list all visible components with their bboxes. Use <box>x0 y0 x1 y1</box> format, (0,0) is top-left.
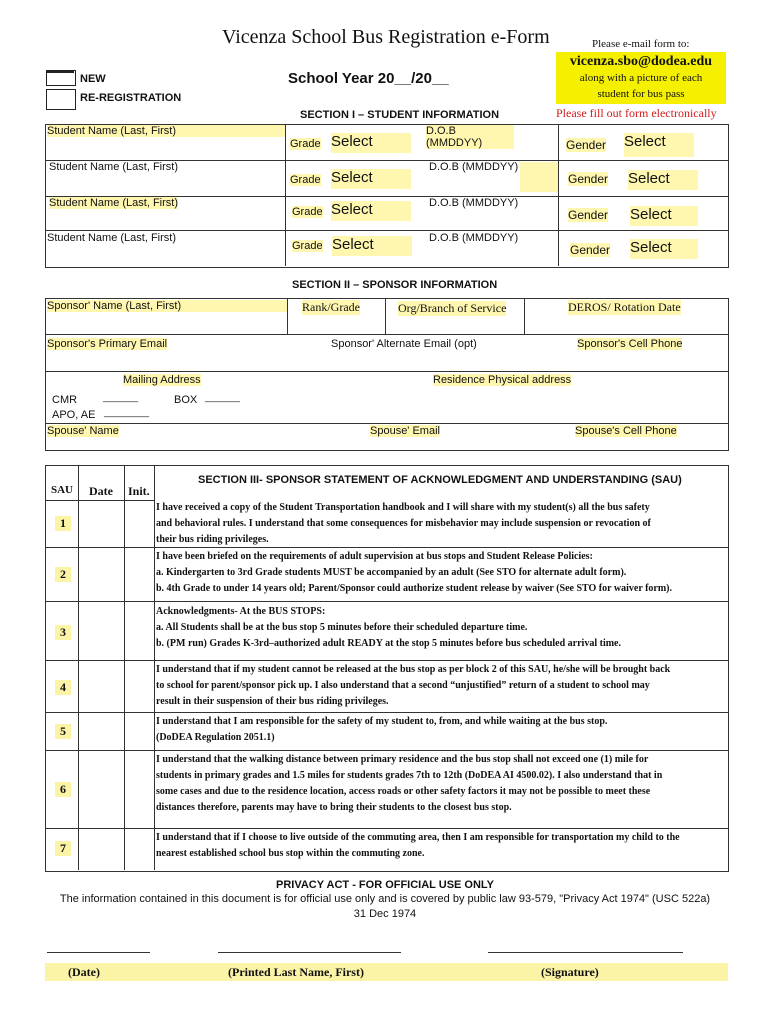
section3-title: SECTION III- SPONSOR STATEMENT OF ACKNOWLEDGMENT AND UNDERSTANDING (SAU) <box>198 474 682 486</box>
sau-line: b. (PM run) Grades K-3rd–authorized adult READY at the stop 5 minutes before bus scheduled arrival time. <box>156 638 621 649</box>
sau-line: Acknowledgments- At the BUS STOPS: <box>156 606 326 617</box>
org-label: Org/Branch of Service <box>398 301 507 315</box>
deros-label: DEROS/ Rotation Date <box>568 300 681 314</box>
cmr-blank[interactable]: _______ <box>103 392 139 402</box>
col-divider <box>385 298 386 334</box>
box-blank[interactable]: _______ <box>205 392 241 402</box>
sau-number: 4 <box>55 680 71 695</box>
sau-statement-1 <box>156 500 726 548</box>
student-name-label: Student Name (Last, First) <box>47 232 176 244</box>
gender-label: Gender <box>570 243 611 257</box>
mailing-address-label: Mailing Address <box>123 374 201 386</box>
sau-statement-3 <box>156 604 726 652</box>
reregistration-label: RE-REGISTRATION <box>80 92 182 104</box>
row-divider <box>45 660 728 661</box>
signature-labels-band <box>45 963 728 981</box>
sau-number: 6 <box>55 782 71 797</box>
sau-line: b. 4th Grade to under 14 years old; Parent/Sponsor could authorize student release by waiver (See STO for waiver form). <box>156 583 673 594</box>
gender-label: Gender <box>568 208 609 222</box>
spouse-email-label: Spouse' Email <box>370 425 440 437</box>
sau-line: some cases and due to the residence location, access roads or other safety factors it may not be possible to meet these <box>156 786 651 797</box>
spouse-name-label: Spouse' Name <box>47 425 119 437</box>
date-label: (Date) <box>68 965 100 979</box>
sau-number: 3 <box>55 625 71 640</box>
sau-line: to school for parent/sponsor pick up. I also understand that a second “unjustified” return of a student to school may <box>156 680 650 691</box>
sau-line: and behavioral rules. I understand that some consequences for misbehavior may include suspension or revocation of <box>156 518 651 529</box>
sau-line: a. Kindergarten to 3rd Grade students MUST be accompanied by an adult (See STO for alternate adult form). <box>156 567 627 578</box>
signature-label: (Signature) <box>541 965 599 979</box>
sau-line: I have received a copy of the Student Transportation handbook and I will share with my student(s) all the bus safety <box>156 502 650 513</box>
grade-select[interactable]: Select <box>331 133 411 153</box>
apo-blank[interactable]: _________ <box>104 407 150 417</box>
col-divider <box>287 298 288 334</box>
sau-col-header: SAU <box>51 484 74 496</box>
grade-label: Grade <box>290 138 321 150</box>
sau-line: their bus riding privileges. <box>156 534 269 545</box>
gender-select[interactable]: Select <box>630 206 698 226</box>
printed-name-label: (Printed Last Name, First) <box>228 965 364 979</box>
sau-line: I understand that I am responsible for the safety of my student to, from, and while waiting at the bus stop. <box>156 716 608 727</box>
sau-statement-5 <box>156 714 726 746</box>
sau-statement-4 <box>156 662 726 710</box>
gender-select[interactable]: Select <box>624 133 694 157</box>
sau-statement-7 <box>156 830 726 862</box>
apo-label: APO, AE <box>52 409 96 421</box>
printed-name-line[interactable] <box>218 952 401 953</box>
residence-address-label: Residence Physical address <box>433 374 572 386</box>
email-prompt: Please e-mail form to: <box>592 38 690 50</box>
sau-line: I have been briefed on the requirements of adult supervision at bus stops and Student Release Policies: <box>156 551 593 562</box>
signature-line[interactable] <box>488 952 683 953</box>
sau-line: students in primary grades and 1.5 miles for students grades 7th to 12th (DoDEA AI 4500.02). I also understand that in <box>156 770 663 781</box>
row-divider <box>45 500 155 501</box>
grade-label: Grade <box>292 206 323 218</box>
alternate-email-label: Sponsor' Alternate Email (opt) <box>331 338 477 350</box>
form-title: Vicenza School Bus Registration e-Form <box>222 26 550 48</box>
col-divider <box>524 298 525 334</box>
sau-line: (DoDEA Regulation 2051.1) <box>156 732 275 743</box>
grade-select[interactable]: Select <box>332 236 412 256</box>
privacy-text: The information contained in this document is for official use only and is covered by public law 93-579, "Privacy Act 1974" (USC 522a) <box>59 893 711 905</box>
rank-label: Rank/Grade <box>302 300 360 314</box>
row-divider <box>45 601 728 602</box>
date-line[interactable] <box>47 952 150 953</box>
new-label: NEW <box>80 73 106 85</box>
col-divider <box>124 465 125 870</box>
section2-title: SECTION II – SPONSOR INFORMATION <box>292 279 498 291</box>
sau-line: result in their suspension of their bus riding privileges. <box>156 696 389 707</box>
student-name-label: Student Name (Last, First) <box>49 197 178 209</box>
email-link[interactable]: vicenza.sbo@dodea.edu <box>569 54 713 69</box>
box-label: BOX <box>174 394 198 406</box>
row-divider <box>45 828 728 829</box>
col-divider-1 <box>285 124 286 266</box>
sau-statement-6 <box>156 752 726 816</box>
row-divider <box>45 230 728 231</box>
sau-line: I understand that if my student cannot be released at the bus stop as per block 2 of this SAU, he/she will be brought back <box>156 664 671 675</box>
row-divider <box>45 750 728 751</box>
dob-label: D.O.B (MMDDYY) <box>429 232 519 244</box>
new-checkbox-bar <box>46 70 74 73</box>
dob-label: D.O.B (MMDDYY) <box>429 161 519 173</box>
grade-label: Grade <box>292 240 323 252</box>
dob-label: D.O.B (MMDDYY) <box>426 125 514 149</box>
row-divider <box>45 371 728 372</box>
gender-select[interactable]: Select <box>630 239 698 259</box>
sau-line: I understand that if I choose to live outside of the commuting area, then I am responsible for transportation my child to the <box>156 832 680 843</box>
grade-select[interactable]: Select <box>331 201 411 221</box>
sponsor-cell-label: Sponsor's Cell Phone <box>577 338 683 350</box>
highlight-patch <box>520 162 558 192</box>
sau-line: a. All Students shall be at the bus stop 5 minutes before their scheduled departure time. <box>156 622 528 633</box>
sau-line: nearest established school bus stop within the commuting zone. <box>156 848 425 859</box>
privacy-title: PRIVACY ACT - FOR OFFICIAL USE ONLY <box>276 879 494 891</box>
gender-label: Gender <box>566 138 607 152</box>
school-year[interactable]: School Year 20__/20__ <box>288 70 449 87</box>
row-divider <box>45 334 728 335</box>
row-divider <box>45 423 728 424</box>
col-divider-2 <box>558 124 559 266</box>
sau-number: 1 <box>55 516 71 531</box>
gender-label: Gender <box>568 172 609 186</box>
email-note-1: along with a picture of each <box>579 72 703 84</box>
date-col-header: Date <box>89 484 113 498</box>
sau-number: 2 <box>55 567 71 582</box>
email-note-2: student for bus pass <box>597 88 685 100</box>
sau-number: 5 <box>55 724 71 739</box>
primary-email-label: Sponsor's Primary Email <box>47 338 168 350</box>
sau-number: 7 <box>55 841 71 856</box>
reregistration-checkbox[interactable] <box>46 89 76 110</box>
col-divider <box>154 465 155 870</box>
col-divider <box>78 465 79 870</box>
dob-label: D.O.B (MMDDYY) <box>429 197 519 209</box>
privacy-date: 31 Dec 1974 <box>353 908 417 920</box>
row-divider <box>45 712 728 713</box>
grade-label: Grade <box>290 174 321 186</box>
sau-line: distances therefore, parents may have to bring their students to the closest bus stop. <box>156 802 512 813</box>
sau-line: I understand that the walking distance between primary residence and the bus stop shall not exceed one (1) mile for <box>156 754 649 765</box>
email-box <box>556 52 726 104</box>
student-name-label: Student Name (Last, First) <box>47 125 285 137</box>
student-name-label: Student Name (Last, First) <box>49 161 178 173</box>
section1-title: SECTION I – STUDENT INFORMATION <box>300 109 500 121</box>
sau-statement-2 <box>156 549 726 597</box>
gender-select[interactable]: Select <box>628 170 698 190</box>
init-col-header: Init. <box>128 484 150 498</box>
fill-electronically-note: Please fill out form electronically <box>556 106 717 120</box>
sponsor-name-label: Sponsor' Name (Last, First) <box>47 300 287 312</box>
cmr-label: CMR <box>52 394 78 406</box>
grade-select[interactable]: Select <box>331 169 411 189</box>
spouse-cell-label: Spouse's Cell Phone <box>575 425 677 437</box>
